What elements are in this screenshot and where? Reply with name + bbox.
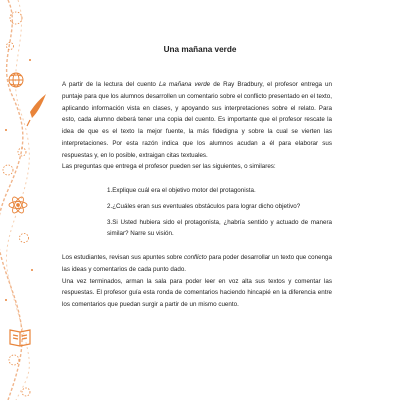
final-paragraph: Una vez terminados, arman la sala para poder leer en voz alta sus textos y comentar las respuestas. El profesor guía esta ronda de comentarios haciendo hincapié en la diferencia entre los comentarios que puedan surgir a partir de un mismo cuento. <box>62 277 332 308</box>
globe-icon <box>9 73 23 87</box>
feather-quill-icon <box>27 94 46 126</box>
questions-lead: Las preguntas que entrega el profesor pueden ser las siguientes, o similares: <box>62 163 276 171</box>
question-list <box>62 185 332 240</box>
question-item: 3.Si Usted hubiera sido el protagonista, ¿habría sentido y actuado de manera similar? Narre su visión. <box>107 218 332 238</box>
atom-icon <box>9 195 27 214</box>
decorative-margin <box>0 0 50 400</box>
closing-paragraph: Los estudiantes, revisan sus apuntes sobre conflicto para poder desarrollar un texto que conenga las ideas y comentarios de cada punto dado. <box>62 254 333 273</box>
story-title: La mañana verde <box>158 81 211 88</box>
open-book-icon <box>10 330 30 346</box>
conflict-term: conflicto <box>183 254 207 261</box>
page-title: Una mañana verde <box>163 45 237 54</box>
question-item: 2.¿Cuáles eran sus eventuales obstáculos para lograr dicho objetivo? <box>107 202 301 210</box>
document-body <box>62 79 332 311</box>
question-item: 1.Explique cuál era el objetivo motor del protagonista. <box>107 187 256 194</box>
intro-paragraph: A partir de la lectura del cuento La mañana verde de Ray Bradbury, el profesor entrega un puntaje para que los alumnos desarrollen un comentario sobre el conflicto presentado en el texto, aplicando información vista en clases, y apoyando sus interpretaciones sobre el relato. Para esto, cada alumno deberá tener una copia del cuento. Es importante que el profesor rescate la idea de que es el texto la mejor fuente, la más fidedigna y sobre la cual se vierten las interpretaciones. Por esta razón indica que los alumnos acudan a él para elaborar sus respuestas y, en lo posible, extraigan citas textuales. <box>62 81 332 159</box>
